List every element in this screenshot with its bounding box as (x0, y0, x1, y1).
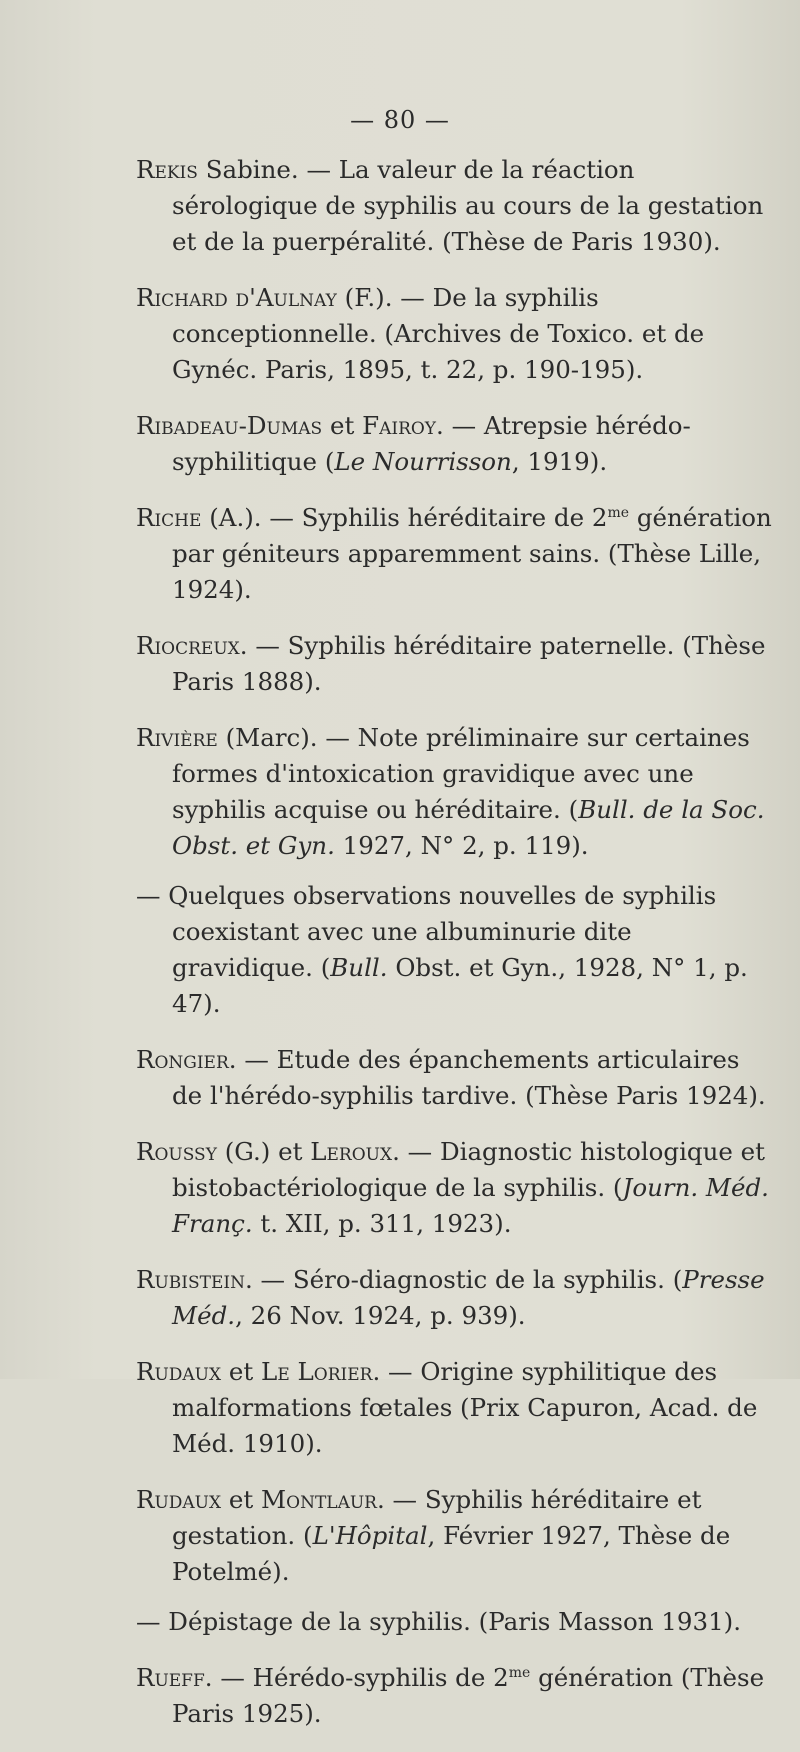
bibliography-entry: Rueff. — Hérédo-syphilis de $2^{me}$ génération (Thèse Paris 1925). (136, 1663, 765, 1728)
bibliography-entry: Rudaux et Montlaur. — Syphilis héréditaire et gestation. (L'Hôpital, Février 1927, Thèse de Potelmé). (136, 1485, 731, 1586)
bibliography-entry: Richard d'Aulnay (F.). — De la syphilis conceptionnelle. (Archives de Toxico. et de Gynéc. Paris, 1895, t. 22, p. 190-195). (136, 283, 705, 384)
author: Le Lorier (261, 1357, 373, 1386)
bibliography-entry: Riche (A.). — Syphilis héréditaire de $2^{me}$ génération par géniteurs apparemment sains. (Thèse Lille, 1924). (136, 503, 772, 604)
bibliography-entry: — Dépistage de la syphilis. (Paris Masson 1931). (136, 1607, 741, 1636)
author: Rueff (136, 1663, 205, 1692)
bibliography-entry: Rubistein. — Séro-diagnostic de la syphilis. (Presse Méd., 26 Nov. 1924, p. 939). (136, 1265, 765, 1330)
bibliography-entry: Riocreux. — Syphilis héréditaire paternelle. (Thèse Paris 1888). (136, 631, 766, 696)
author: Leroux (310, 1137, 393, 1166)
author: Montlaur (261, 1485, 377, 1514)
author: Roussy (136, 1137, 217, 1166)
bibliography-entry: Rudaux et Le Lorier. — Origine syphilitique des malformations fœtales (Prix Capuron, Acad. de Méd. 1910). (136, 1357, 758, 1458)
bibliography-entry: Rongier. — Etude des épanchements articulaires de l'hérédo-syphilis tardive. (Thèse Paris 1924). (136, 1045, 766, 1110)
author: Rubistein (136, 1265, 245, 1294)
author: Rudaux (136, 1485, 222, 1514)
author: Riocreux (136, 631, 240, 660)
bibliography-entry: Roussy (G.) et Leroux. — Diagnostic histologique et bistobactériologique de la syphilis. (Journ. Méd. Franç. t. XII, p. 311, 1923). (136, 1137, 769, 1238)
author: Fairoy (362, 411, 437, 440)
author: Rudaux (136, 1357, 222, 1386)
author: Riche (136, 503, 202, 532)
page-number: — 80 — (350, 106, 450, 134)
bibliography-entry: Rivière (Marc). — Note préliminaire sur certaines formes d'intoxication gravidique avec une syphilis acquise ou héréditaire. (Bull. de la Soc. Obst. et Gyn. 1927, N° 2, p. 119). (136, 723, 765, 860)
bibliography-entry: — Quelques observations nouvelles de syphilis coexistant avec une albuminurie dite gravidique. (Bull. Obst. et Gyn., 1928, N° 1, p. 47). (136, 881, 748, 1018)
author: Rekis (136, 155, 198, 184)
author: Rivière (136, 723, 218, 752)
bibliography-list (136, 152, 776, 1752)
author: Rongier (136, 1045, 229, 1074)
author: Ribadeau-Dumas (136, 411, 323, 440)
bibliography-entry: Ribadeau-Dumas et Fairoy. — Atrepsie hérédo-syphilitique (Le Nourrisson, 1919). (136, 411, 691, 476)
author: Richard d'Aulnay (136, 283, 337, 312)
bibliography-entry: Rekis Sabine. — La valeur de la réaction sérologique de syphilis au cours de la gestation et de la puerpéralité. (Thèse de Paris 1930). (136, 155, 764, 256)
